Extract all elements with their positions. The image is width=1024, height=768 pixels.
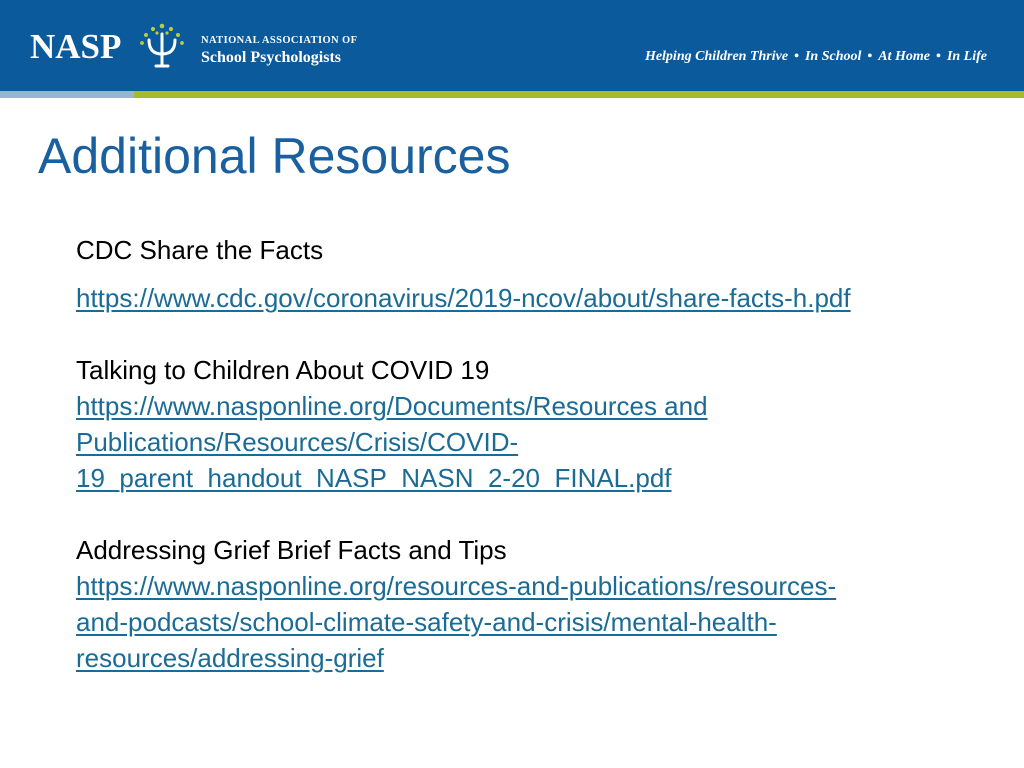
tagline-item: At Home — [878, 49, 931, 64]
org-name-line1: NATIONAL ASSOCIATION OF — [201, 35, 358, 46]
resource-link[interactable]: 19_parent_handout_NASP_NASN_2-20_FINAL.pdf — [76, 463, 672, 493]
resource-label: CDC Share the Facts — [76, 235, 324, 265]
tagline-separator: • — [794, 49, 799, 64]
resource-talking-to-children — [76, 352, 996, 496]
tagline-item: Helping Children Thrive — [644, 49, 789, 64]
resource-list — [76, 232, 996, 676]
org-name-line2: School Psychologists — [201, 49, 342, 66]
tagline-item: In Life — [946, 49, 987, 64]
resource-link[interactable]: and-podcasts/school-climate-safety-and-crisis/mental-health- — [76, 607, 777, 637]
resource-link[interactable]: https://www.nasponline.org/resources-and-publications/resources- — [76, 571, 837, 601]
resource-link[interactable]: resources/addressing-grief — [76, 643, 384, 673]
header-banner — [0, 0, 1024, 91]
resource-link[interactable]: https://www.cdc.gov/coronavirus/2019-ncov/about/share-facts-h.pdf — [76, 283, 851, 313]
resource-link[interactable]: Publications/Resources/Crisis/COVID- — [76, 427, 519, 457]
psi-sprout-logo-icon — [136, 20, 188, 72]
tagline-separator: • — [867, 49, 873, 64]
resource-label: Talking to Children About COVID 19 — [76, 355, 490, 385]
tagline-separator: • — [936, 49, 941, 64]
resource-addressing-grief — [76, 532, 996, 676]
resource-cdc — [76, 232, 996, 316]
resource-link[interactable]: https://www.nasponline.org/Documents/Resources and — [76, 391, 708, 421]
tagline — [645, 48, 987, 66]
header-divider-stripe — [0, 91, 1024, 98]
nasp-logo-text: NASP — [30, 27, 122, 66]
resource-label: Addressing Grief Brief Facts and Tips — [76, 535, 507, 565]
slide-title: Additional Resources — [38, 128, 511, 184]
tagline-item: In School — [804, 49, 862, 64]
